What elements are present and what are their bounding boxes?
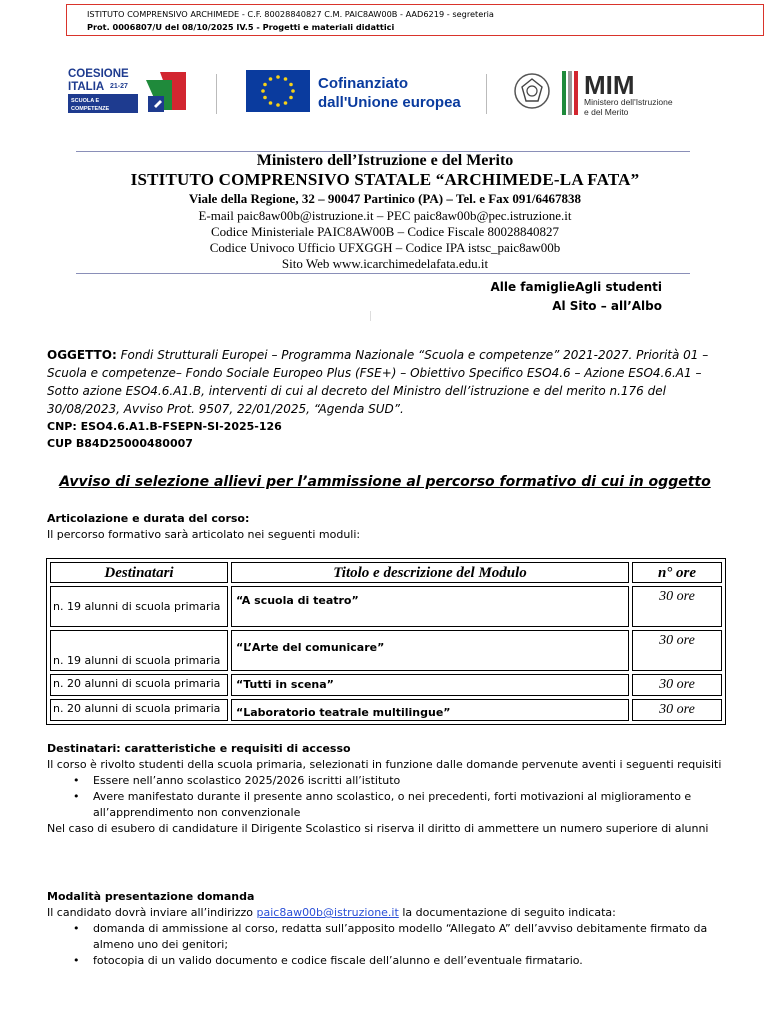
modalita-section <box>47 889 731 969</box>
school-name: ISTITUTO COMPRENSIVO STATALE “ARCHIMEDE-LA FATA” <box>130 170 640 189</box>
cell-destinatari: n. 19 alunni di scuola primaria <box>50 586 228 627</box>
school-email: E-mail paic8aw00b@istruzione.it – PEC paic8aw00b@pec.istruzione.it <box>198 208 572 223</box>
school-header <box>0 152 770 272</box>
protocol-line-1: ISTITUTO COMPRENSIVO ARCHIMEDE - C.F. 80028840827 C.M. PAIC8AW00B - AAD6219 - segreteria <box>87 9 494 19</box>
cnp-code: CNP: ESO4.6.A1.B-FSEPN-SI-2025-126 <box>47 420 282 433</box>
table-row <box>50 674 722 696</box>
mim-text-1: Ministero dell'Istruzione <box>584 97 673 107</box>
logo-bar <box>0 62 770 122</box>
recipients-line-2: Al Sito – all’Albo <box>552 299 662 313</box>
cell-destinatari: n. 19 alunni di scuola primaria <box>50 630 228 671</box>
list-item: • Essere nell’anno scolastico 2025/2026 iscritti all’istituto <box>73 773 731 789</box>
col-header-ore: n° ore <box>632 562 722 583</box>
col-header-destinatari: Destinatari <box>50 562 228 583</box>
eu-cofinanced-logo <box>246 66 462 116</box>
cell-destinatari: n. 20 alunni di scuola primaria <box>50 699 228 721</box>
cell-titolo: “Tutti in scena” <box>231 674 629 696</box>
emblem-star-icon <box>522 79 542 101</box>
subject-text: Fondi Strutturali Europei – Programma Nazionale “Scuola e competenze” 2021-2027. Priorità 01 – Scuola e competenze– Fondo Sociale Europeo Plus (FSE+) – Obiettivo Specifico ESO4.6 – Azione ESO4.6.A1 – Sotto azione ESO4.6.A1.B, interventi di cui al decreto del Ministro dell’istruzione e del merito n.176 del 30/08/2023, Avviso Prot. 9507, 22/01/2025, “Agenda SUD”. <box>47 348 709 416</box>
requirements-list <box>73 773 731 821</box>
eu-text-1: Cofinanziato <box>318 75 408 92</box>
email-link[interactable]: paic8aw00b@istruzione.it <box>256 906 399 919</box>
notice-title: Avviso di selezione allievi per l’ammissione al percorso formativo di cui in oggetto <box>59 474 711 490</box>
recipients <box>490 278 662 316</box>
cell-destinatari: n. 20 alunni di scuola primaria <box>50 674 228 696</box>
articolazione-section <box>47 511 731 543</box>
cell-titolo: “L’Arte del comunicare” <box>231 630 629 671</box>
header-rule-bottom <box>76 273 690 274</box>
coesione-italia-logo <box>68 66 190 114</box>
destinatari-note: Nel caso di esubero di candidature il Dirigente Scolastico si riserva il diritto di ammettere un numero superiore di alunni <box>47 822 709 835</box>
school-address: Viale della Regione, 32 – 90047 Partinico (PA) – Tel. e Fax 091/6467838 <box>188 191 582 206</box>
eu-text-2: dall'Unione europea <box>318 94 461 111</box>
cell-ore: 30 ore <box>632 674 722 696</box>
table-row <box>50 630 722 671</box>
logo-divider <box>486 74 487 114</box>
school-univoco: Codice Univoco Ufficio UFXGGH – Codice IPA istsc_paic8aw00b <box>209 240 561 255</box>
cell-ore: 30 ore <box>632 586 722 627</box>
decorative-mark <box>370 311 371 321</box>
coesione-sub-1: SCUOLA E <box>71 98 100 104</box>
mim-text-2: e del Merito <box>584 107 629 117</box>
coesione-text-2: ITALIA <box>68 81 105 93</box>
modules-table <box>46 558 726 725</box>
table-header-row <box>50 562 722 583</box>
cell-titolo: “Laboratorio teatrale multilingue” <box>231 699 629 721</box>
list-item: • fotocopia di un valido documento e codice fiscale dell’alunno e dell’eventuale firmatario. <box>73 953 731 969</box>
mim-ministry-logo <box>512 65 712 119</box>
documents-list <box>73 921 731 969</box>
subject-block <box>47 346 727 452</box>
protocol-stamp <box>66 4 764 36</box>
cup-code: CUP B84D25000480007 <box>47 437 193 450</box>
mim-acronym: MIM <box>584 70 635 100</box>
cell-titolo: “A scuola di teatro” <box>231 586 629 627</box>
modalita-heading: Modalità presentazione domanda <box>47 890 255 903</box>
table-row <box>50 586 722 627</box>
table-row <box>50 699 722 721</box>
logo-divider <box>216 74 217 114</box>
ministry-name: Ministero dell’Istruzione e del Merito <box>256 152 514 169</box>
school-website: Sito Web www.icarchimedelafata.edu.it <box>281 256 489 271</box>
list-item: • domanda di ammissione al corso, redatta sull’apposito modello “Allegato A” dell’avviso debitamente firmato da almeno uno dei genitori; <box>73 921 731 953</box>
destinatari-intro: Il corso è rivolto studenti della scuola primaria, selezionati in funzione dalle domande pervenute aventi i seguenti requisiti <box>47 758 722 771</box>
list-item: • Avere manifestato durante il presente anno scolastico, o nei precedenti, forti motivazioni al miglioramento e all’apprendimento non convenzionale <box>73 789 731 821</box>
coesione-text-1: COESIONE <box>68 68 129 80</box>
recipients-line-1: Alle famiglieAgli studenti <box>490 280 662 294</box>
articolazione-text: Il percorso formativo sarà articolato nei seguenti moduli: <box>47 528 361 541</box>
cell-ore: 30 ore <box>632 699 722 721</box>
modalita-intro <box>47 905 731 921</box>
articolazione-heading: Articolazione e durata del corso: <box>47 512 250 525</box>
protocol-line-2: Prot. 0006807/U del 08/10/2025 IV.5 - Progetti e materiali didattici <box>87 22 395 32</box>
destinatari-section <box>47 741 731 837</box>
cell-ore: 30 ore <box>632 630 722 671</box>
modalita-intro-before: Il candidato dovrà inviare all’indirizzo <box>47 906 253 919</box>
coesione-years: 21-27 <box>110 83 128 90</box>
modalita-intro-after: la documentazione di seguito indicata: <box>402 906 616 919</box>
col-header-titolo: Titolo e descrizione del Modulo <box>231 562 629 583</box>
subject-label: OGGETTO: <box>47 348 117 362</box>
destinatari-heading: Destinatari: caratteristiche e requisiti di accesso <box>47 742 351 755</box>
coesione-sub-2: COMPETENZE <box>71 106 110 112</box>
school-codes: Codice Ministeriale PAIC8AW00B – Codice Fiscale 80028840827 <box>211 224 559 239</box>
